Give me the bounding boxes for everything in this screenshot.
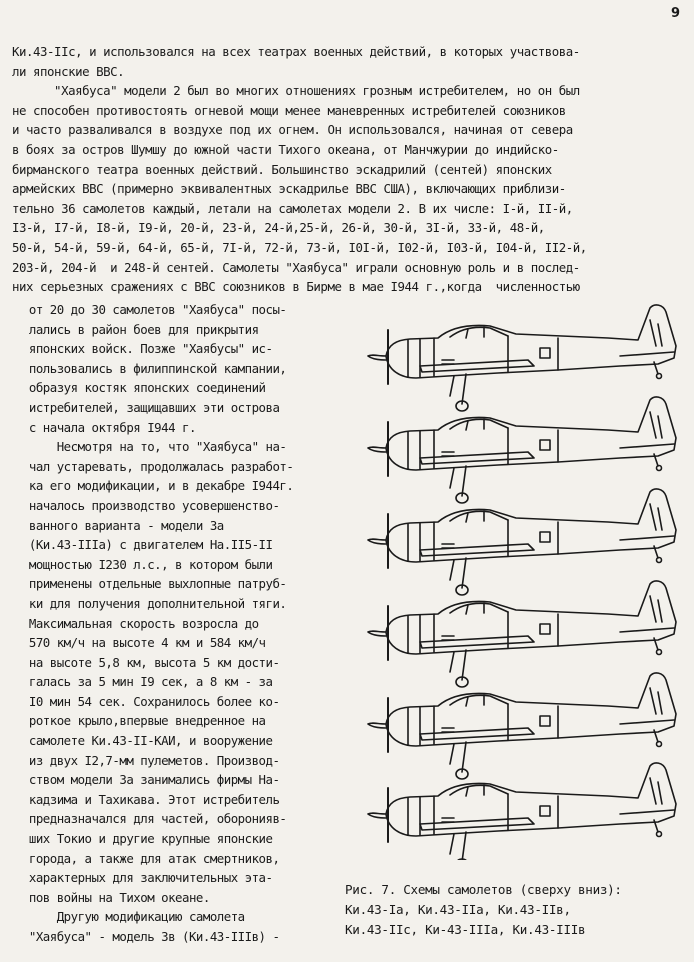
- aircraft-profiles-figure: [340, 300, 694, 860]
- full-width-text: Ки.43-IIс, и использовался на всех театрах военных действий, в которых участвова- ли японские ВВС. "Хаябуса" модели 2 был во многих отношениях грозным истребителем, но он был не способен противостоять огневой мощи менее маневренных истребителей союзников и часто разваливался в воздухе под их огнем. Он использовался, начиная от севера в боях за остров Шумшу до южной части Тихого океана, от Манчжурии до индийско- бирманского театра военных действий. Большинство эскадрилий (сентей) японских армейских ВВС (примерно эквивалентных эскадрилье ВВС США), включающих приблизи- тельно 36 самолетов каждый, летали на самолетах модели 2. В их числе: I-й, II-й, I3-й, I7-й, I8-й, I9-й, 20-й, 23-й, 24-й,25-й, 26-й, 30-й, 3I-й, 33-й, 48-й, 50-й, 54-й, 59-й, 64-й, 65-й, 7I-й, 72-й, 73-й, I0I-й, I02-й, I03-й, I04-й, II2-й, 203-й, 204-й и 248-й сентей. Самолеты "Хаябуса" играли основную роль и в послед- них серьезных сражениях с ВВС союзников в Бирме в мае I944 г.,когда численностью: [12, 44, 587, 295]
- aircraft-profile-4: [368, 581, 676, 687]
- aircraft-profile-1: [368, 305, 676, 411]
- column-text: от 20 до 30 самолетов "Хаябуса" посы- лались в район боев для прикрытия японских войск. Позже "Хаябусы" ис- пользовались в филиппинской кампании, образуя костяк японских соединений истребителей, защищавших эти острова с начала октября I944 г. Несмотря на то, что "Хаябуса" на- чал устаревать, продолжалась разработ- ка его модификации, и в декабре I944г. началось производство усовершенство- ванного варианта - модели 3а (Ки.43-IIIа) с двигателем На.II5-II мощностью I230 л.с., в котором были применены отдельные выхлопные патруб- ки для получения дополнительной тяги. Максимальная скорость возросла до 570 км/ч на высоте 4 км и 584 км/ч на высоте 5,8 км, высота 5 км дости- галась за 5 мин I9 сек, а 8 км - за I0 мин 54 сек. Сохранилось более ко- роткое крыло,впервые внедренное на самолете Ки.43-II-КАИ, и вооружение из двух I2,7-мм пулеметов. Производ- ством модели 3а занимались фирмы На- кадзима и Тахикава. Этот истребитель предназначался для частей, оборонияв- ших Токио и другие крупные японские города, а также для атак смертников, характерных для заключительных эта- пов войны на Тихом океане. Другую модификацию самолета "Хаябуса" - модель 3в (Ки.43-IIIв) -: [28, 302, 294, 944]
- aircraft-profile-6: [368, 763, 676, 860]
- aircraft-profile-5: [368, 673, 676, 779]
- figure-caption: Рис. 7. Схемы самолетов (сверху вниз): Ки.43-Iа, Ки.43-IIа, Ки.43-IIв, Ки.43-IIс, Ки-43-IIIа, Ки.43-IIIв: [345, 882, 622, 937]
- page-number: 9: [670, 6, 680, 21]
- aircraft-profile-2: [368, 397, 676, 503]
- aircraft-profile-3: [368, 489, 676, 595]
